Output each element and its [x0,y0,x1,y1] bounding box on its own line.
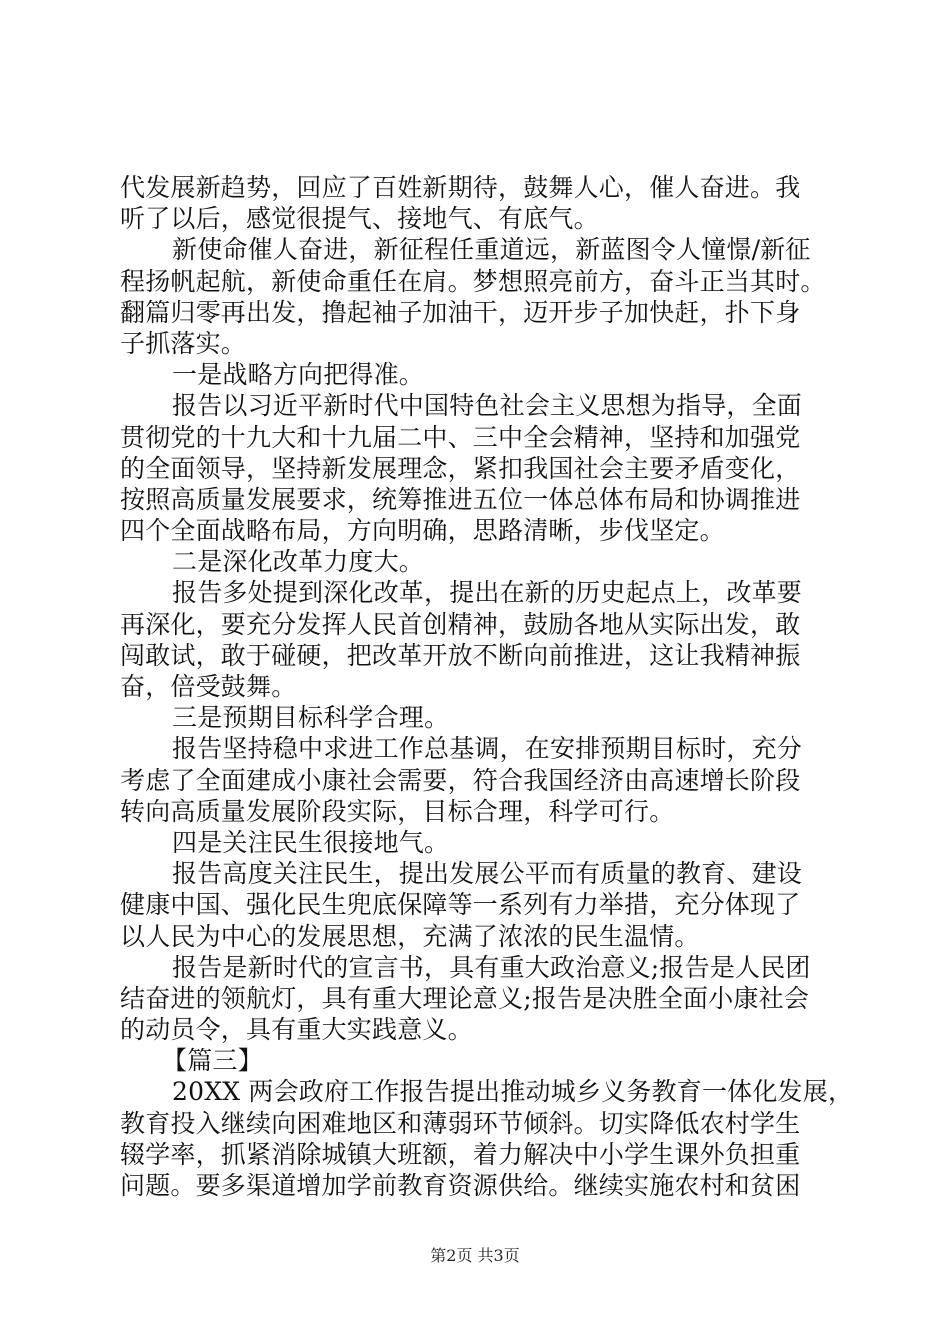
paragraph-start: 新使命催人奋进，新征程任重道远，新蓝图令人憧憬/新征 [172,235,811,265]
point-heading: 三是预期目标科学合理。 [172,703,450,733]
text-line: 教育投入继续向困难地区和薄弱环节倾斜。切实降低农村学生 [120,1108,801,1138]
point-heading: 四是关注民生很接地气。 [172,827,450,857]
text-line: 考虑了全面建成小康社会需要，符合我国经济由高速增长阶段 [120,765,801,795]
text-line: 代发展新趋势，回应了百姓新期待，鼓舞人心，催人奋进。我 [120,173,801,202]
point-heading: 一是战略方向把得准。 [172,360,425,390]
paragraph-start: 报告以习近平新时代中国特色社会主义思想为指导，全面 [172,391,803,421]
paragraph-start: 报告多处提到深化改革，提出在新的历史起点上，改革要 [172,578,803,608]
text-line: 转向高质量发展阶段实际，目标合理，科学可行。 [120,796,675,826]
paragraph-start: 报告高度关注民生，提出发展公平而有质量的教育、建设 [172,859,803,889]
text-line: 奋，倍受鼓舞。 [120,672,297,701]
text-line: 程扬帆起航，新使命重任在肩。梦想照亮前方，奋斗正当其时。 [120,266,826,296]
paragraph-start: 报告坚持稳中求进工作总基调，在安排预期目标时，充分 [172,734,803,764]
point-heading: 二是深化改革力度大。 [172,547,425,577]
section-heading: 【篇三】 [162,1046,263,1076]
text-line: 贯彻党的十九大和十九届二中、三中全会精神，坚持和加强党 [120,422,801,452]
text-line: 辍学率，抓紧消除城镇大班额，着力解决中小学生课外负担重 [120,1139,801,1169]
text-line: 闯敢试，敢于碰硬，把改革开放不断向前推进，这让我精神振 [120,640,801,670]
text-line: 翻篇归零再出发，撸起袖子加油干，迈开步子加快赶，扑下身 [120,297,801,327]
text-line: 问题。要多渠道增加学前教育资源供给。继续实施农村和贫困 [120,1171,801,1200]
text-line: 再深化，要充分发挥人民首创精神，鼓励各地从实际出发，敢 [120,609,801,639]
text-line: 子抓落实。 [120,328,247,358]
text-line: 听了以后，感觉很提气、接地气、有底气。 [120,204,599,234]
text-line: 的全面领导，坚持新发展理念，紧扣我国社会主要矛盾变化， [120,453,801,483]
text-line: 结奋进的领航灯，具有重大理论意义;报告是决胜全面小康社会 [120,983,810,1013]
page-number-footer: 第2页 共3页 [430,1246,520,1265]
document-body [120,172,854,1201]
paragraph-start: 20XX 两会政府工作报告提出推动城乡义务教育一体化发展， [172,1077,854,1107]
text-line: 按照高质量发展要求，统筹推进五位一体总体布局和协调推进 [120,484,801,514]
paragraph-start: 报告是新时代的宣言书，具有重大政治意义;报告是人民团 [172,952,811,982]
text-line: 以人民为中心的发展思想，充满了浓浓的民生温情。 [120,921,700,951]
text-line: 健康中国、强化民生兜底保障等一系列有力举措，充分体现了 [120,890,801,920]
text-line: 四个全面战略布局，方向明确，思路清晰，步伐坚定。 [120,516,725,546]
text-line: 的动员令，具有重大实践意义。 [120,1015,473,1045]
